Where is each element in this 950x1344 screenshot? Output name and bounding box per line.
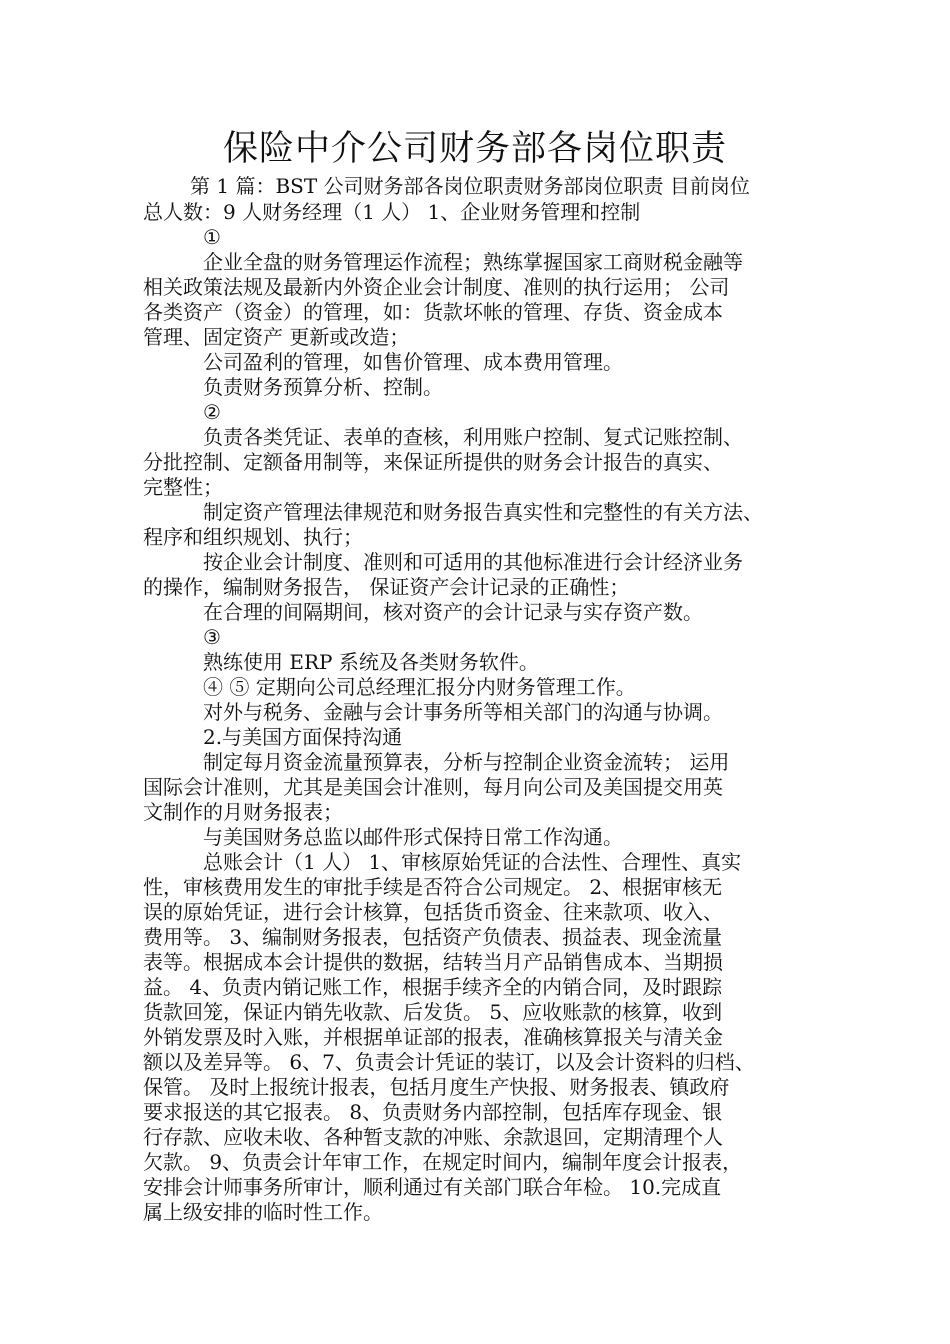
paragraph-line: 属上级安排的临时性工作。 — [143, 1200, 383, 1224]
paragraph-line: 负责各类凭证、表单的查核，利用账户控制、复式记账控制、 — [203, 425, 743, 449]
paragraph-line: 按企业会计制度、准则和可适用的其他标准进行会计经济业务 — [203, 550, 743, 574]
paragraph-line: 公司盈利的管理，如售价管理、成本费用管理。 — [203, 350, 623, 374]
paragraph-line: 企业全盘的财务管理运作流程；熟练掌握国家工商财税金融等 — [203, 250, 743, 274]
paragraph-line: 对外与税务、金融与会计事务所等相关部门的沟通与协调。 — [203, 700, 723, 724]
paragraph-line: 制定每月资金流量预算表，分析与控制企业资金流转； 运用 — [203, 750, 730, 774]
paragraph-line: 额以及差异等。 6、7、负责会计凭证的装订，以及会计资料的归档、 — [143, 1050, 755, 1074]
paragraph-line: 相关政策法规及最新内外资企业会计制度、准则的执行运用； 公司 — [143, 275, 730, 299]
paragraph-line: 总人数：9 人财务经理（1 人） 1、企业财务管理和控制 — [143, 200, 641, 224]
paragraph-line: ④ ⑤ 定期向公司总经理汇报分内财务管理工作。 — [203, 675, 636, 699]
paragraph-line: ② — [203, 400, 221, 424]
paragraph-line: 行存款、应收未收、各种暂支款的冲账、余款退回，定期清理个人 — [143, 1125, 723, 1149]
paragraph-line: 与美国财务总监以邮件形式保持日常工作沟通。 — [203, 825, 623, 849]
paragraph-line: 管理、固定资产 更新或改造； — [143, 325, 410, 349]
paragraph-line: 益。 4、负责内销记账工作，根据手续齐全的内销合同，及时跟踪 — [143, 975, 723, 999]
paragraph-line: 外销发票及时入账，并根据单证部的报表，准确核算报关与清关金 — [143, 1025, 723, 1049]
paragraph-line: 要求报送的其它报表。 8、负责财务内部控制，包括库存现金、银 — [143, 1100, 723, 1124]
document-title: 保险中介公司财务部各岗位职责 — [222, 129, 727, 169]
paragraph-line: 制定资产管理法律规范和财务报告真实性和完整性的有关方法、 — [203, 500, 763, 524]
paragraph-line: 的操作，编制财务报告， 保证资产会计记录的正确性； — [143, 575, 630, 599]
paragraph-line: 货款回笼，保证内销先收款、后发货。 5、应收账款的核算，收到 — [143, 1000, 723, 1024]
paragraph-line: 性，审核费用发生的审批手续是否符合公司规定。 2、根据审核无 — [143, 875, 723, 899]
paragraph-line: ① — [203, 225, 221, 249]
paragraph-line: 在合理的间隔期间，核对资产的会计记录与实存资产数。 — [203, 600, 703, 624]
paragraph-line: 负责财务预算分析、控制。 — [203, 375, 443, 399]
paragraph-line: 国际会计准则，尤其是美国会计准则，每月向公司及美国提交用英 — [143, 775, 723, 799]
paragraph-line: 费用等。 3、编制财务报表，包括资产负债表、损益表、现金流量 — [143, 925, 723, 949]
paragraph-line: ③ — [203, 625, 221, 649]
paragraph-line: 误的原始凭证，进行会计核算，包括货币资金、往来款项、收入、 — [143, 900, 723, 924]
paragraph-line: 欠款。 9、负责会计年审工作，在规定时间内，编制年度会计报表， — [143, 1150, 743, 1174]
paragraph-line: 程序和组织规划、执行； — [143, 525, 363, 549]
paragraph-line: 第 1 篇：BST 公司财务部各岗位职责财务部岗位职责 目前岗位 — [190, 174, 750, 198]
paragraph-line: 分批控制、定额备用制等，来保证所提供的财务会计报告的真实、 — [143, 450, 723, 474]
paragraph-line: 完整性； — [143, 475, 223, 499]
paragraph-line: 总账会计（1 人） 1、审核原始凭证的合法性、合理性、真实 — [203, 850, 742, 874]
paragraph-line: 保管。 及时上报统计报表，包括月度生产快报、财务报表、镇政府 — [143, 1075, 730, 1099]
paragraph-line: 安排会计师事务所审计，顺利通过有关部门联合年检。 10.完成直 — [143, 1175, 722, 1199]
paragraph-line: 熟练使用 ERP 系统及各类财务软件。 — [203, 650, 539, 674]
paragraph-line: 文制作的月财务报表； — [143, 800, 343, 824]
paragraph-line: 各类资产（资金）的管理，如：货款坏帐的管理、存货、资金成本 — [143, 300, 723, 324]
paragraph-line: 2.与美国方面保持沟通 — [203, 725, 403, 749]
paragraph-line: 表等。根据成本会计提供的数据，结转当月产品销售成本、当期损 — [143, 950, 723, 974]
